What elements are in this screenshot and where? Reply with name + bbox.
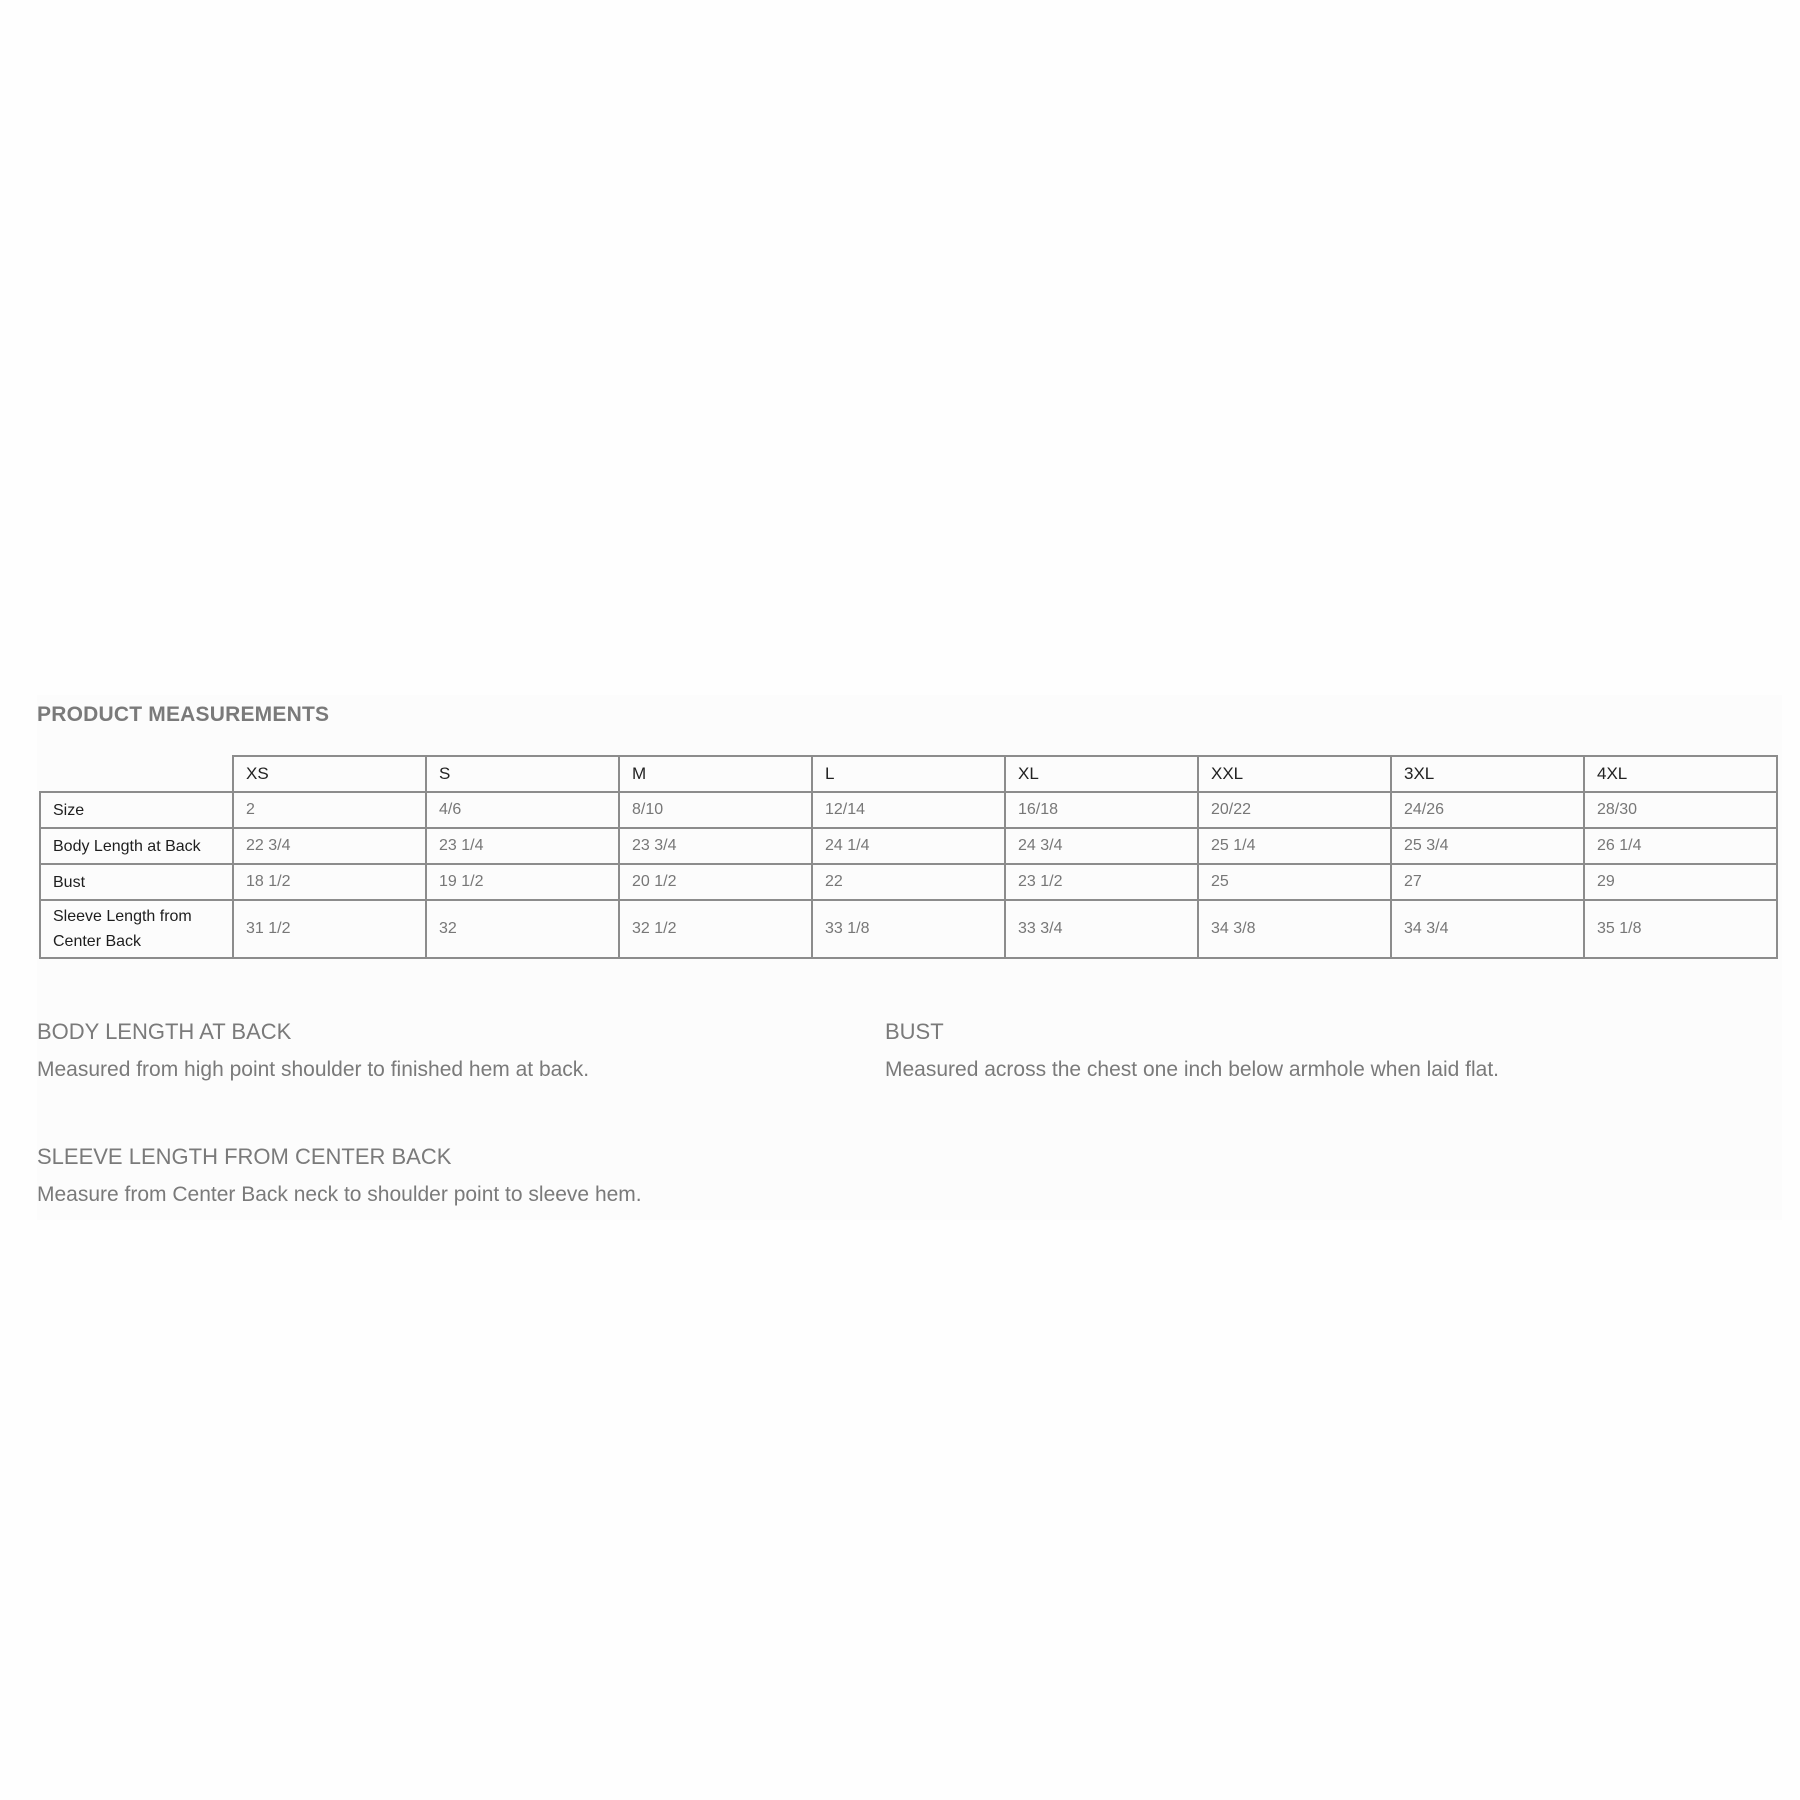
table-cell: 34 3/8 [1198,900,1391,958]
column-header: 4XL [1584,756,1777,792]
column-header: XS [233,756,426,792]
table-cell: 31 1/2 [233,900,426,958]
row-label: Sleeve Length from Center Back [40,900,233,958]
bust-description: Measured across the chest one inch below armhole when laid flat. [885,1058,1500,1081]
table-cell: 24 1/4 [812,828,1005,864]
table-cell: 27 [1391,864,1584,900]
table-cell: 23 1/2 [1005,864,1198,900]
table-cell: 26 1/4 [1584,828,1777,864]
sleeve-length-heading: SLEEVE LENGTH FROM CENTER BACK [37,1144,452,1169]
table-cell: 2 [233,792,426,828]
body-length-description: Measured from high point shoulder to finished hem at back. [37,1058,590,1081]
table-row [40,900,1777,958]
table-row [40,792,1777,828]
column-header: L [812,756,1005,792]
table-cell: 20 1/2 [619,864,812,900]
bust-heading: BUST [885,1019,944,1044]
column-header: XXL [1198,756,1391,792]
table-cell: 20/22 [1198,792,1391,828]
table-cell: 25 3/4 [1391,828,1584,864]
table-cell: 18 1/2 [233,864,426,900]
table-cell: 23 3/4 [619,828,812,864]
table-cell: 35 1/8 [1584,900,1777,958]
table-row [40,828,1777,864]
column-header: XL [1005,756,1198,792]
table-cell: 23 1/4 [426,828,619,864]
table-cell: 32 1/2 [619,900,812,958]
table-cell: 4/6 [426,792,619,828]
table-corner-cell [40,756,233,792]
table-cell: 16/18 [1005,792,1198,828]
measurements-table [39,755,1778,959]
table-cell: 33 1/8 [812,900,1005,958]
row-label: Body Length at Back [40,828,233,864]
table-cell: 25 [1198,864,1391,900]
table-cell: 29 [1584,864,1777,900]
row-label: Size [40,792,233,828]
column-header: 3XL [1391,756,1584,792]
table-cell: 8/10 [619,792,812,828]
table-cell: 12/14 [812,792,1005,828]
section-title: PRODUCT MEASUREMENTS [37,703,330,726]
table-cell: 24 3/4 [1005,828,1198,864]
body-length-heading: BODY LENGTH AT BACK [37,1019,292,1044]
table-cell: 22 [812,864,1005,900]
row-label: Bust [40,864,233,900]
column-header: S [426,756,619,792]
table-cell: 32 [426,900,619,958]
table-header-row [40,756,1777,792]
table-cell: 19 1/2 [426,864,619,900]
table-cell: 22 3/4 [233,828,426,864]
table-cell: 33 3/4 [1005,900,1198,958]
table-cell: 24/26 [1391,792,1584,828]
column-header: M [619,756,812,792]
table-row [40,864,1777,900]
table-cell: 28/30 [1584,792,1777,828]
sleeve-length-description: Measure from Center Back neck to shoulder point to sleeve hem. [37,1183,642,1206]
table-cell: 34 3/4 [1391,900,1584,958]
table-cell: 25 1/4 [1198,828,1391,864]
